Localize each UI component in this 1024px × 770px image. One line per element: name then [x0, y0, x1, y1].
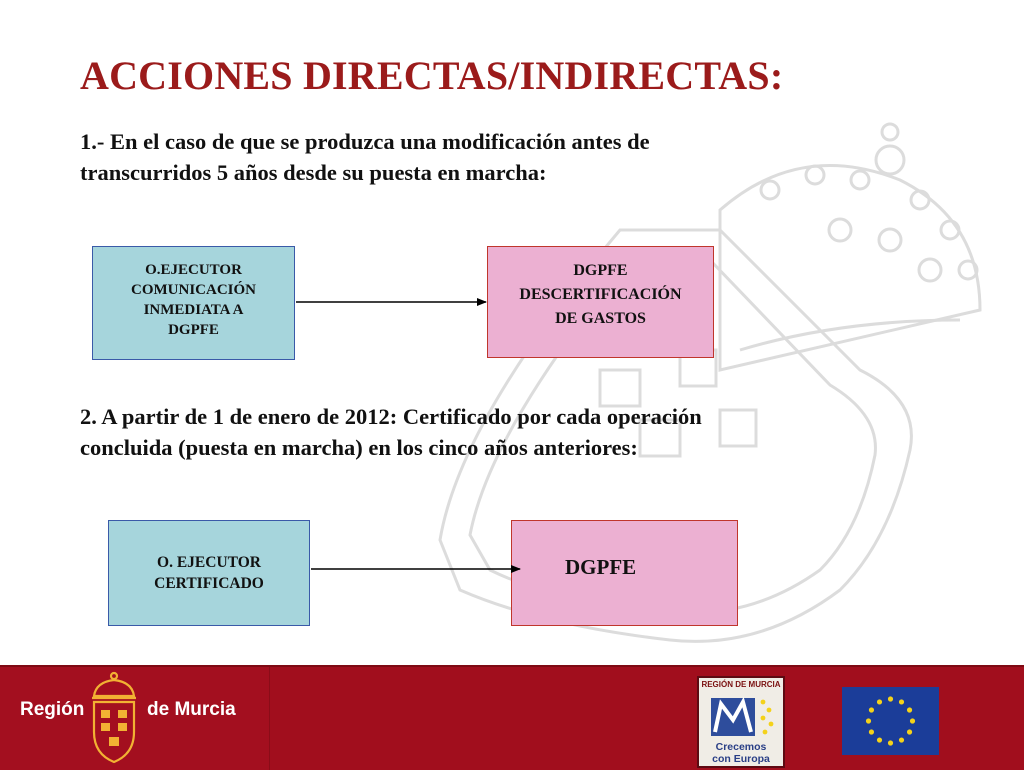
murcia-crest-icon — [88, 670, 140, 766]
flow2-source-box: O. EJECUTOR CERTIFICADO — [108, 520, 310, 626]
crecemos-con-europa-logo — [697, 676, 785, 768]
eu-star-icon — [888, 696, 893, 701]
footer-band — [0, 665, 1024, 770]
eu-star-icon — [866, 718, 871, 723]
flow2-target-box: DGPFE — [511, 520, 738, 626]
eu-star-icon — [869, 729, 874, 734]
region-logo-text-right: de Murcia — [147, 699, 236, 720]
crecemos-logo-top-text: REGIÓN DE MURCIA — [701, 680, 781, 689]
eu-star-icon — [877, 737, 882, 742]
slide-title: ACCIONES DIRECTAS/INDIRECTAS: — [80, 53, 784, 98]
region-logo-text-left: Región — [20, 699, 85, 720]
crecemos-emblem-icon — [707, 692, 779, 740]
eu-star-icon — [869, 707, 874, 712]
flow1-source-box: O.EJECUTOR COMUNICACIÓN INMEDIATA A DGPFE — [92, 246, 295, 360]
section-1-text: 1.- En el caso de que se produzca una modificación antes de transcurridos 5 años desde su puesta en marcha: — [80, 129, 650, 185]
flow1-target-box: DGPFE DESCERTIFICACIÓN DE GASTOS — [487, 246, 714, 358]
eu-star-icon — [907, 707, 912, 712]
eu-star-icon — [888, 740, 893, 745]
eu-star-icon — [877, 699, 882, 704]
region-logo — [0, 667, 270, 770]
eu-star-icon — [907, 729, 912, 734]
crecemos-logo-bottom-text: Crecemos con Europa — [712, 741, 770, 765]
eu-star-icon — [899, 737, 904, 742]
eu-star-icon — [899, 699, 904, 704]
eu-flag-icon — [842, 687, 939, 755]
eu-star-icon — [910, 718, 915, 723]
section-2-text: 2. A partir de 1 de enero de 2012: Certificado por cada operación concluida (puesta en marcha) en los cinco años anteriores: — [80, 404, 702, 460]
